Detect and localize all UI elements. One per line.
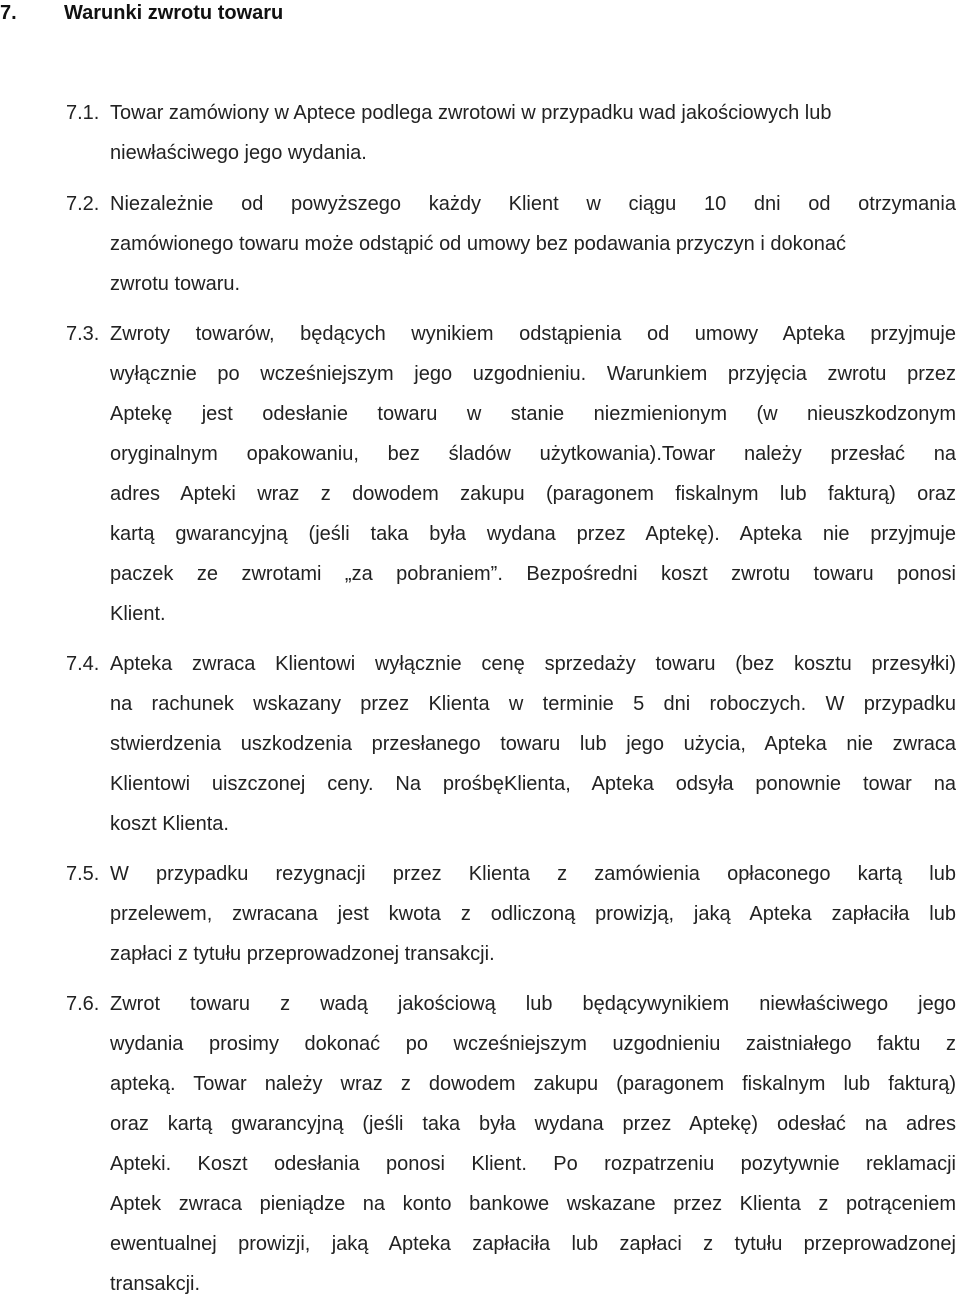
clause-line: transakcji. <box>110 1273 201 1295</box>
section-heading <box>0 0 283 26</box>
clause-line: Aptekę jest odesłanie towaru w stanie niezmienionym (w nieuszkodzonym <box>110 403 956 425</box>
clause-line: zamówionego towaru może odstąpić od umowy bez podawania przyczyn i dokonać <box>110 233 846 255</box>
clause-number: 7.1. <box>66 102 100 124</box>
clause-line: przelewem, zwracana jest kwota z odliczoną prowizją, jaką Apteka zapłaciła lub <box>110 903 956 925</box>
clause-line: wydania prosimy dokonać po wcześniejszym uzgodnieniu zaistniałego faktu z <box>110 1033 956 1055</box>
clause-line-text: Towar zamówiony w Aptece podlega zwrotowi w przypadku wad jakościowych lub <box>110 102 832 124</box>
clause-line: Aptek zwraca pieniądze na konto bankowe wskazane przez Klienta z potrąceniem <box>110 1193 956 1215</box>
clause-line: Apteki. Koszt odesłania ponosi Klient. Po rozpatrzeniu pozytywnie reklamacji <box>110 1153 956 1175</box>
clause-line <box>66 184 956 224</box>
clause-line: stwierdzenia uszkodzenia przesłanego towaru lub jego użycia, Apteka nie zwraca <box>110 733 956 755</box>
clause-line-text: Zwroty towarów, będących wynikiem odstąpienia od umowy Apteka przyjmuje <box>110 323 956 345</box>
clause-7-1 <box>66 93 956 173</box>
clause-line: paczek ze zwrotami „za pobraniem”. Bezpośredni koszt zwrotu towaru ponosi <box>110 563 956 585</box>
clause-number: 7.2. <box>66 193 100 215</box>
clause-text <box>110 93 956 133</box>
clause-line: adres Apteki wraz z dowodem zakupu (paragonem fiskalnym lub fakturą) oraz <box>110 483 956 505</box>
clause-line <box>66 854 956 894</box>
clause-7-4 <box>66 644 956 844</box>
clause-line-text: Niezależnie od powyższego każdy Klient w ciągu 10 dni od otrzymania <box>110 193 956 215</box>
clause-line: apteką. Towar należy wraz z dowodem zakupu (paragonem fiskalnym lub fakturą) <box>110 1073 956 1095</box>
clause-number: 7.4. <box>66 653 100 675</box>
section-number: 7. <box>0 2 17 24</box>
clause-line: wyłącznie po wcześniejszym jego uzgodnieniu. Warunkiem przyjęcia zwrotu przez <box>110 363 956 385</box>
clause-7-6 <box>66 984 956 1304</box>
section-title: Warunki zwrotu towaru <box>64 2 284 24</box>
clause-line: niewłaściwego jego wydania. <box>110 142 367 164</box>
clause-7-3 <box>66 314 956 634</box>
clause-line: Klient. <box>110 603 166 625</box>
clause-line: zapłaci z tytułu przeprowadzonej transakcji. <box>110 943 495 965</box>
clause-line: na rachunek wskazany przez Klienta w terminie 5 dni roboczych. W przypadku <box>110 693 956 715</box>
clause-line: zwrotu towaru. <box>110 273 241 295</box>
clause-line <box>66 93 956 133</box>
clause-line <box>66 984 956 1024</box>
clause-line-text: Apteka zwraca Klientowi wyłącznie cenę sprzedaży towaru (bez kosztu przesyłki) <box>110 653 956 675</box>
clause-line: Klientowi uiszczonej ceny. Na prośbęKlienta, Apteka odsyła ponownie towar na <box>110 773 956 795</box>
clause-number: 7.5. <box>66 863 100 885</box>
clause-line: oryginalnym opakowaniu, bez śladów użytkowania).Towar należy przesłać na <box>110 443 956 465</box>
clause-line: kartą gwarancyjną (jeśli taka była wydana przez Aptekę). Apteka nie przyjmuje <box>110 523 956 545</box>
clause-number: 7.6. <box>66 993 100 1015</box>
clause-7-5 <box>66 854 956 974</box>
clause-number: 7.3. <box>66 323 100 345</box>
clause-line: koszt Klienta. <box>110 813 229 835</box>
clause-line <box>66 644 956 684</box>
clause-line <box>66 314 956 354</box>
clause-line-text: W przypadku rezygnacji przez Klienta z zamówienia opłaconego kartą lub <box>110 863 956 885</box>
clause-line-text: Zwrot towaru z wadą jakościową lub będącywynikiem niewłaściwego jego <box>110 993 956 1015</box>
clause-line: oraz kartą gwarancyjną (jeśli taka była wydana przez Aptekę) odesłać na adres <box>110 1113 956 1135</box>
clause-7-2 <box>66 184 956 304</box>
clause-line: ewentualnej prowizji, jaką Apteka zapłaciła lub zapłaci z tytułu przeprowadzonej <box>110 1233 956 1255</box>
